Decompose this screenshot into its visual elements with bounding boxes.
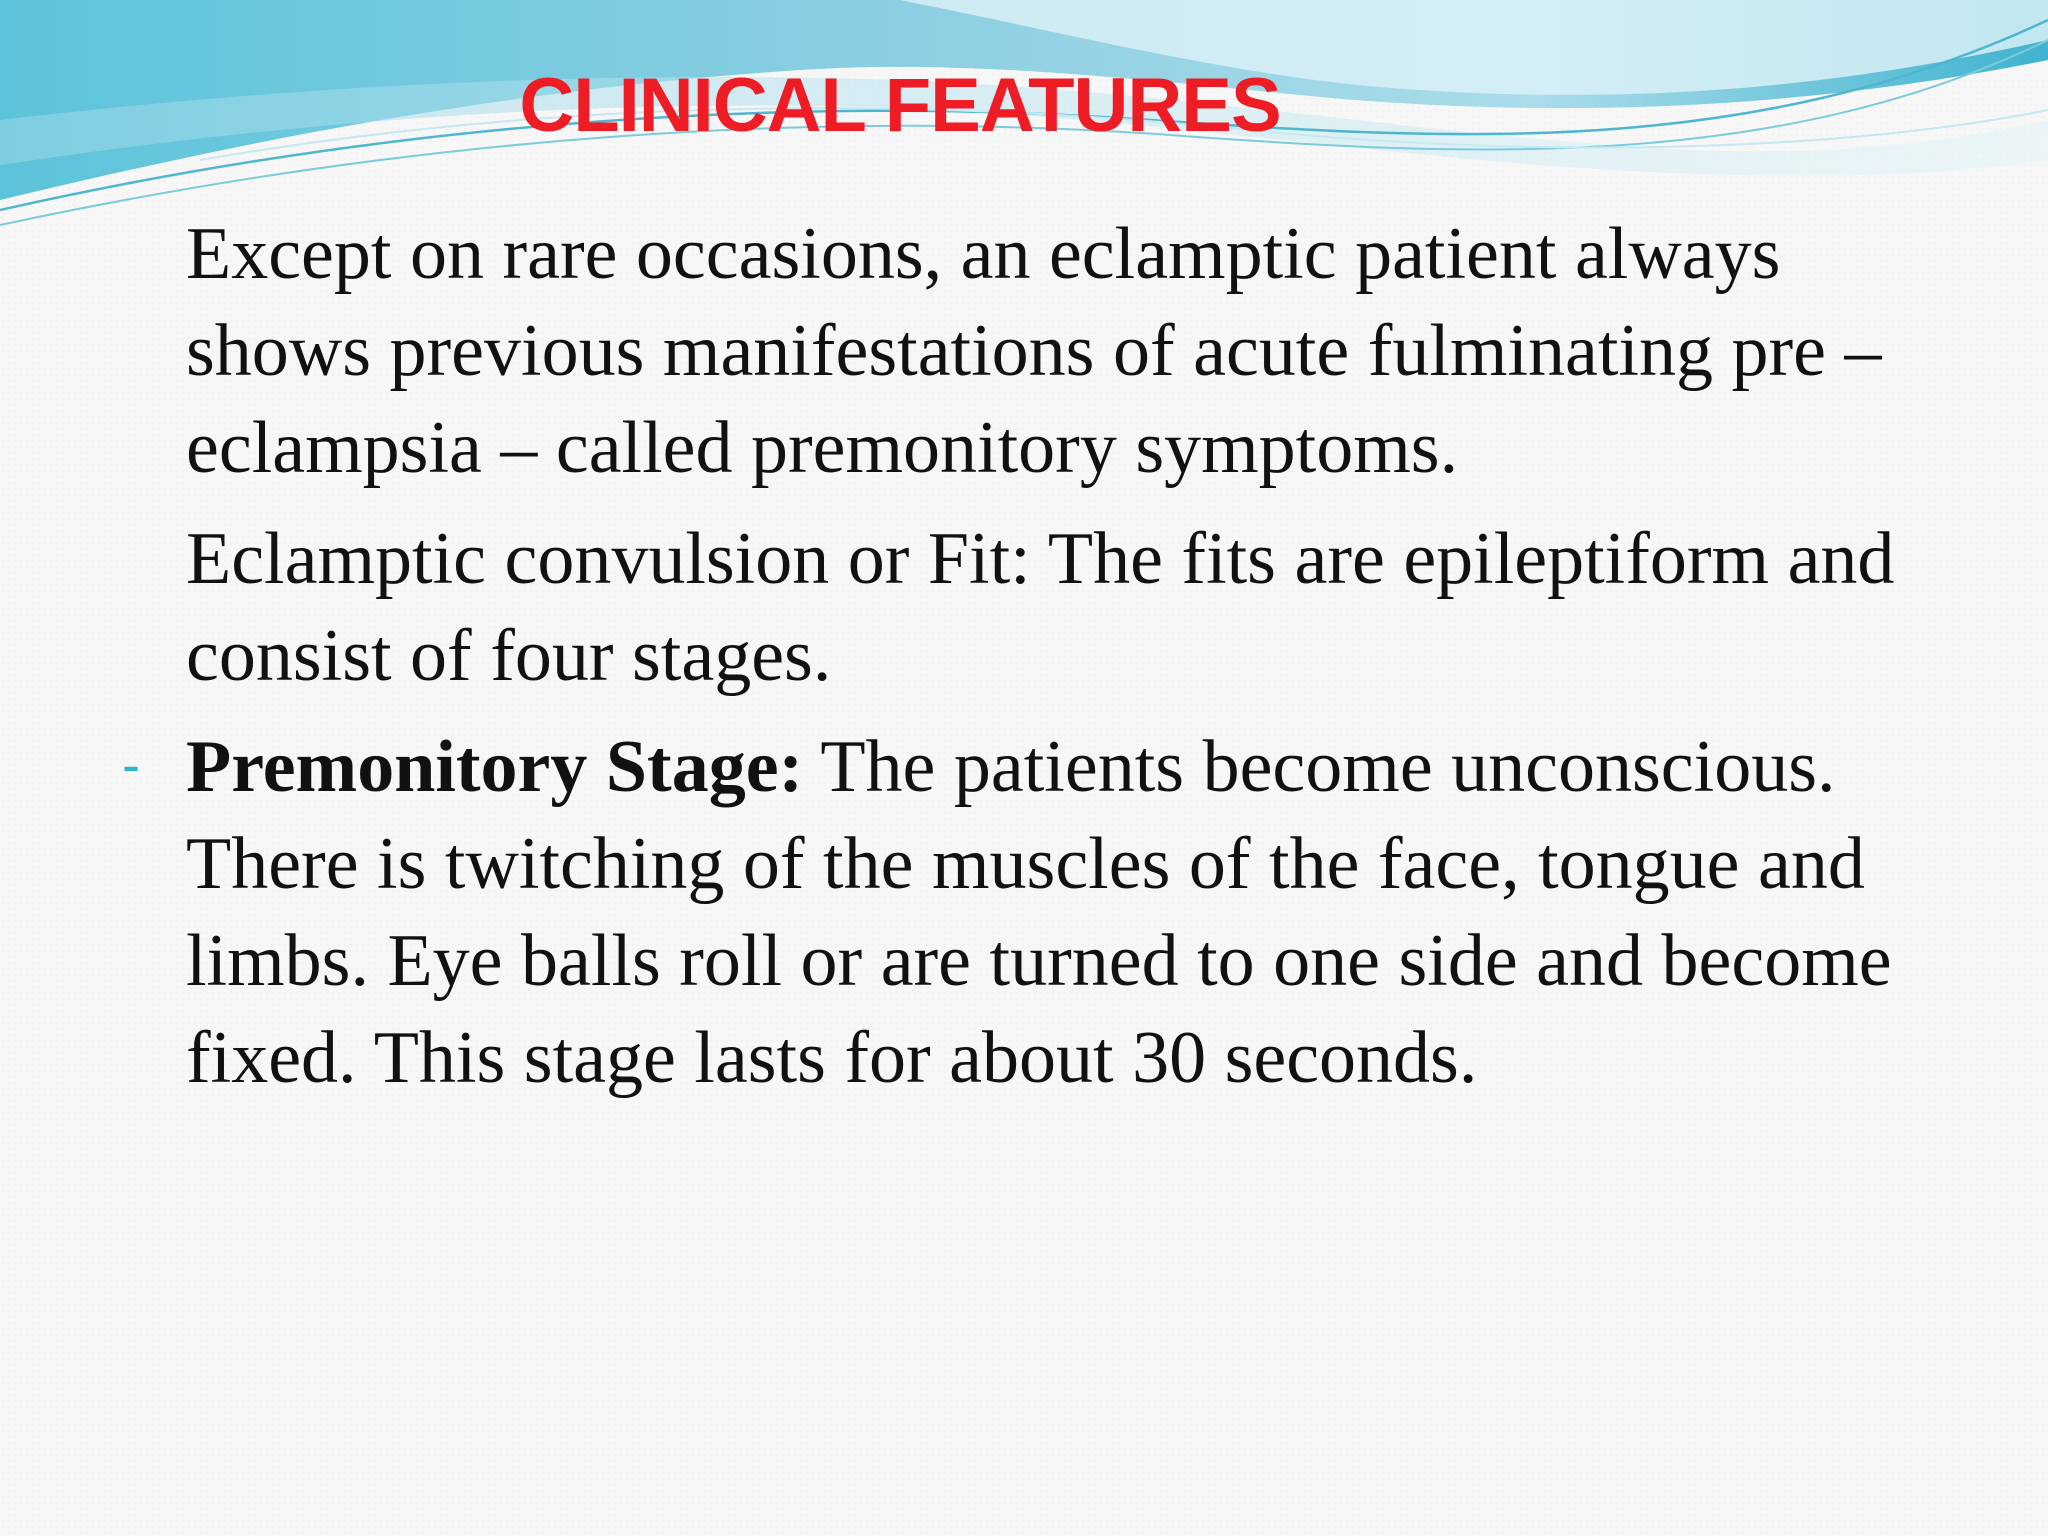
slide-body (122, 206, 1926, 1107)
paragraph-intro: Except on rare occasions, an eclamptic patient always shows previous manifestations of acute fulminating pre –eclampsia – called premonitory symptoms. (186, 213, 1882, 489)
premonitory-stage-text: The patients become unconscious. There is twitching of the muscles of the face, tongue and limbs. Eye balls roll or are turned to one side and become fixed. This stage lasts for about 30 seconds. (186, 726, 1892, 1099)
bullet-item-premonitory-stage (122, 719, 1926, 1107)
slide-title: CLINICAL FEATURES (519, 63, 1281, 148)
paragraph-eclamptic-convulsion: Eclamptic convulsion or Fit: The fits are epileptiform and consist of four stages. (186, 518, 1895, 697)
dash-bullet-icon: - (122, 735, 140, 795)
premonitory-stage-heading: Premonitory Stage: (186, 726, 804, 808)
